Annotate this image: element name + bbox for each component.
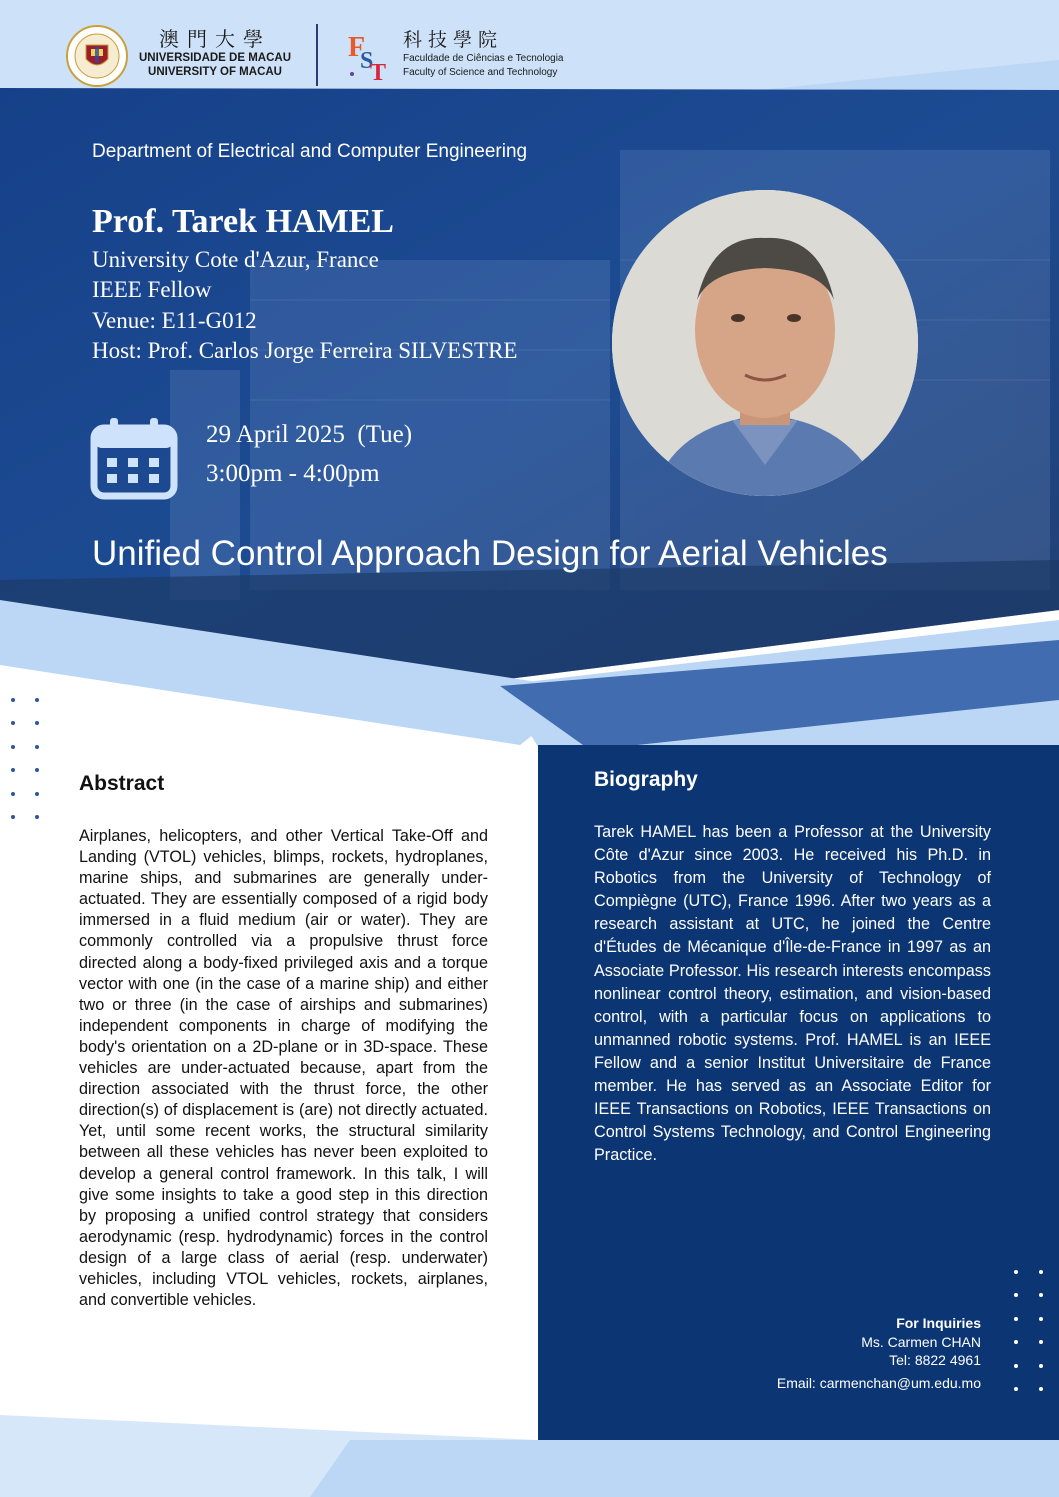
abstract-heading: Abstract	[79, 772, 165, 795]
speaker-photo	[612, 190, 918, 496]
host: Host: Prof. Carlos Jorge Ferreira SILVESTRE	[92, 338, 518, 363]
speaker-honor: IEEE Fellow	[92, 277, 212, 302]
logo-divider	[316, 24, 318, 86]
speaker-affiliation: University Cote d'Azur, France	[92, 247, 379, 272]
event-date: 29 April 2025 (Tue)	[206, 421, 413, 448]
um-portuguese-name: UNIVERSIDADE DE MACAU	[138, 52, 292, 64]
talk-title: Unified Control Approach Design for Aerial Vehicles	[92, 534, 888, 573]
fst-chinese-name: 科技學院	[403, 29, 504, 51]
inquiries-heading: For Inquiries	[896, 1315, 981, 1331]
abstract-body: Airplanes, helicopters, and other Vertical Take-Off and Landing (VTOL) vehicles, blimps, rockets, hydroplanes, marine ships, and submarines are generally under-actuated. They are essentially composed of a rigid body immersed in a fluid medium (air or water). They are commonly controlled via a propulsive thrust force directed along a body-fixed privileged axis and a torque vector with one (in the case of a marine ship) and either two or three (in the case of airships and submarines) independent components in charge of modifying the body's orientation on a 2D-plane or in 3D-space. These vehicles are under-actuated because, apart from the direction associated with the thrust force, the other direction(s) of displacement is (are) not directly actuated. Yet, until some recent works, the structural similarity between all these vehicles has never been exploited to develop a general control framework. In this talk, I will give some insights to take a good step in this direction by proposing a unified control strategy that considers aerodynamic (resp. hydrodynamic) forces in the control design of a large class of aerial (resp. underwater) vehicles, including VTOL vehicles, rockets, airplanes, and convertible vehicles.	[79, 827, 488, 1310]
calendar-icon	[90, 418, 178, 500]
um-chinese-name: 澳門大學	[159, 27, 271, 51]
event-time: 3:00pm - 4:00pm	[206, 460, 380, 487]
university-of-macau-wordmark	[135, 27, 295, 79]
inquiries-contact-name: Ms. Carmen CHAN	[861, 1334, 981, 1350]
svg-text:F: F	[348, 32, 366, 63]
fst-english-name: Faculty of Science and Technology	[403, 67, 558, 78]
department-name: Department of Electrical and Computer Engineering	[92, 141, 528, 162]
fst-logo	[346, 30, 392, 82]
biography-heading: Biography	[594, 768, 698, 791]
speaker-name: Prof. Tarek HAMEL	[92, 203, 394, 240]
fst-wordmark	[403, 28, 603, 80]
fst-portuguese-name: Faculdade de Ciências e Tecnologia	[403, 53, 564, 64]
venue: Venue: E11-G012	[92, 308, 257, 333]
svg-text:T: T	[370, 60, 387, 82]
inquiries-email[interactable]: Email: carmenchan@um.edu.mo	[776, 1375, 981, 1391]
svg-text:S: S	[360, 48, 374, 74]
biography-body: Tarek HAMEL has been a Professor at the University Côte d'Azur since 2003. He received his Ph.D. in Robotics from the University of Technology of Compiègne (UTC), France 1996. After two years as a research assistant at UTC, he joined the Centre d'Études de Mécanique d'Île-de-France in 1997 as an Associate Professor. His research interests encompass nonlinear control theory, estimation, and vision-based control, with a particular focus on applications to unmanned robotic systems. Prof. HAMEL is an IEEE Fellow and a senior Institut Universitaire de France member. He has served as an Associate Editor for IEEE Transactions on Robotics, IEEE Transactions on Control Systems Technology, and Control Engineering Practice.	[594, 823, 991, 1165]
university-of-macau-crest	[66, 25, 128, 87]
um-english-name: UNIVERSITY OF MACAU	[148, 66, 282, 78]
inquiries-phone: Tel: 8822 4961	[889, 1352, 981, 1368]
